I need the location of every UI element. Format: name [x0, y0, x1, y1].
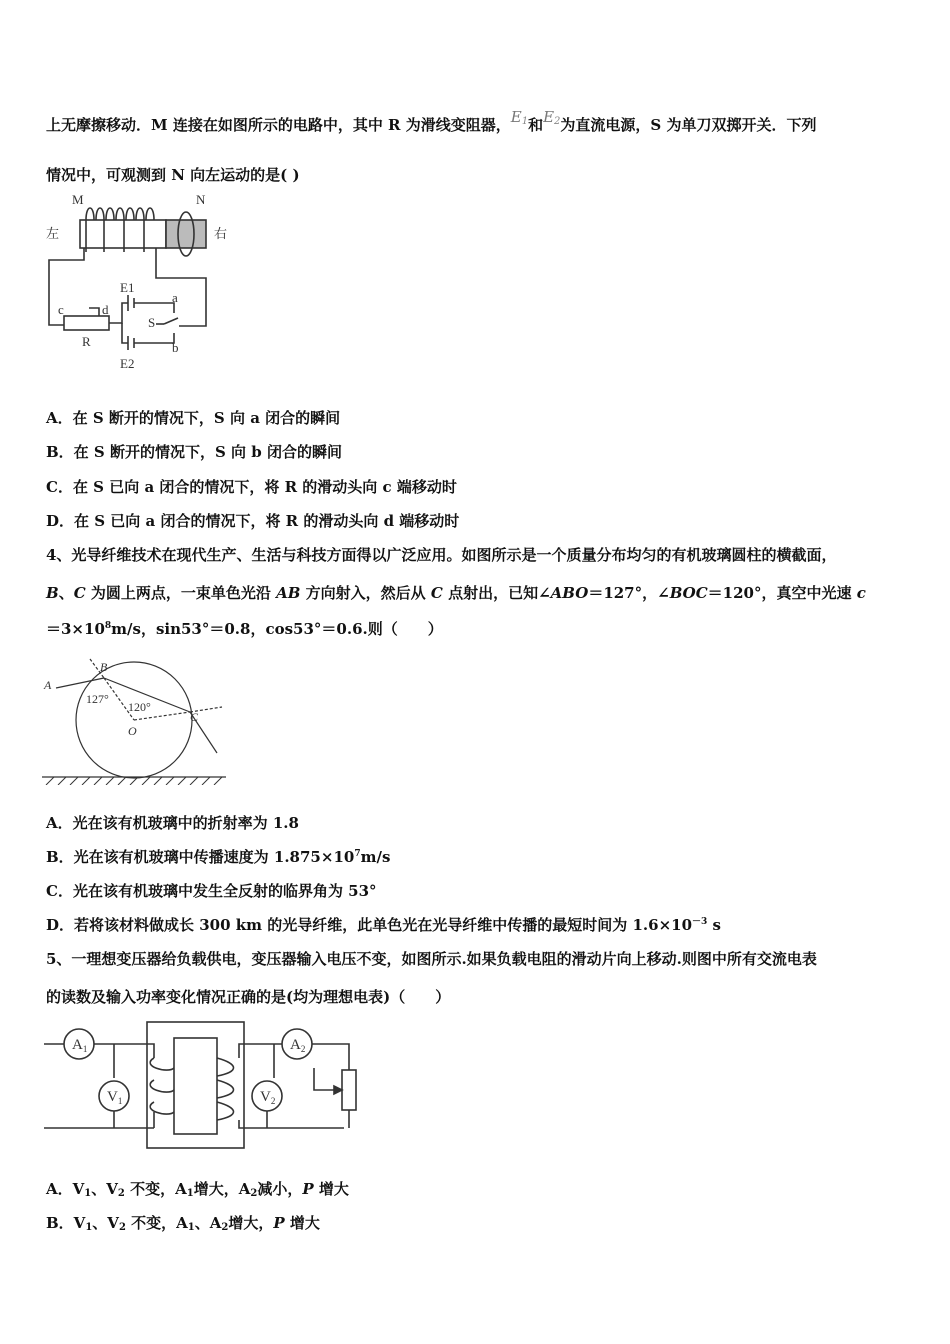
- label-c: c: [58, 302, 64, 317]
- q3-circuit-figure: [44, 190, 244, 372]
- label-N: N: [196, 192, 206, 207]
- incident-ray: [56, 678, 104, 688]
- label-V1: $V_1$: [107, 1089, 123, 1106]
- label-a: a: [172, 290, 178, 305]
- q3-option-b[interactable]: B．在 S 断开的情况下，S 向 b 闭合的瞬间: [46, 443, 342, 461]
- q5-stem-line1: 5、一理想变压器给负载供电，变压器输入电压不变，如图所示.如果负载电阻的滑动片向上移动.则图中所有交流电表: [46, 950, 817, 968]
- q3-option-a[interactable]: A．在 S 断开的情况下，S 向 a 闭合的瞬间: [46, 409, 341, 427]
- rheostat-R: [64, 316, 109, 330]
- e1-symbol: $E_1$: [510, 108, 529, 127]
- label-C: C: [190, 710, 199, 724]
- label-O: O: [128, 724, 137, 738]
- e2-symbol: $E_2$: [543, 108, 561, 127]
- label-A: A: [44, 678, 52, 692]
- label-V2: $V_2$: [260, 1089, 276, 1106]
- q3-text-2: 为直流电源，S 为单刀双掷开关．下列: [560, 116, 817, 134]
- label-E1: E1: [120, 280, 135, 295]
- label-d: d: [102, 302, 109, 317]
- q3-stem-line1: [46, 108, 817, 135]
- q3-option-c[interactable]: C．在 S 已向 a 闭合的情况下，将 R 的滑动头向 c 端移动时: [46, 478, 457, 496]
- coil-turns: [86, 208, 154, 220]
- label-B: B: [100, 660, 108, 674]
- label-E2: E2: [120, 356, 135, 371]
- angle-127: 127°: [86, 692, 109, 706]
- ring-N: [166, 220, 206, 248]
- q4-stem-line1: 4、光导纤维技术在现代生产、生活与科技方面得以广泛应用。如图所示是一个质量分布均匀的有机玻璃圆柱的横截面，: [46, 546, 837, 564]
- angle-120: 120°: [128, 700, 151, 714]
- q3-stem-line2: 情况中，可观测到 N 向左运动的是( ): [46, 166, 300, 184]
- q4-option-b[interactable]: B．光在该有机玻璃中传播速度为 $1.875\times 10^7m/s$: [46, 848, 391, 866]
- load-rheostat: [342, 1070, 356, 1110]
- q4-option-d[interactable]: D．若将该材料做成长 300 km 的光导纤维，此单色光在光导纤维中传播的最短时间为 $1.6\times 10^{-3}$ s: [46, 916, 721, 934]
- label-left: 左: [46, 226, 60, 241]
- q3-option-d[interactable]: D．在 S 已向 a 闭合的情况下，将 R 的滑动头向 d 端移动时: [46, 512, 460, 530]
- q5-stem-line2: 的读数及输入功率变化情况正确的是(均为理想电表)（ ）: [46, 988, 451, 1006]
- q4-stem-line2: B、C 为圆上两点，一束单色光沿 AB 方向射入，然后从 C 点射出，已知∠ABO＝127°，∠BOC＝120°，真空中光速 c: [46, 584, 866, 602]
- q4-option-a[interactable]: A．光在该有机玻璃中的折射率为 1.8: [46, 814, 299, 832]
- label-A2: $A_2$: [290, 1037, 306, 1054]
- q3-and: 和: [528, 116, 544, 134]
- q5-option-a[interactable]: A．$V_1$、$V_2$ 不变，$A_1$增大，$A_2$减小，P 增大: [46, 1180, 349, 1199]
- label-S: S: [148, 315, 156, 330]
- label-A1: $A_1$: [72, 1037, 88, 1054]
- label-b: b: [172, 340, 179, 355]
- q4-stem-line3: $=3\times 10^8m/s$，sin53°＝0.8，cos53°＝0.6.则（ ）: [46, 620, 443, 638]
- solenoid-core: [80, 220, 166, 248]
- label-R: R: [82, 334, 91, 349]
- label-right: 右: [214, 226, 228, 241]
- label-M: M: [72, 192, 84, 207]
- q4-option-c[interactable]: C．光在该有机玻璃中发生全反射的临界角为 53°: [46, 882, 377, 900]
- q5-option-b[interactable]: B．$V_1$、$V_2$ 不变，$A_1$、$A_2$增大，P 增大: [46, 1214, 320, 1233]
- q3-text: 上无摩擦移动．M 连接在如图所示的电路中，其中 R 为滑线变阻器，: [46, 116, 511, 134]
- q4-fiber-figure: [42, 655, 232, 785]
- q5-transformer-figure: [44, 1018, 364, 1153]
